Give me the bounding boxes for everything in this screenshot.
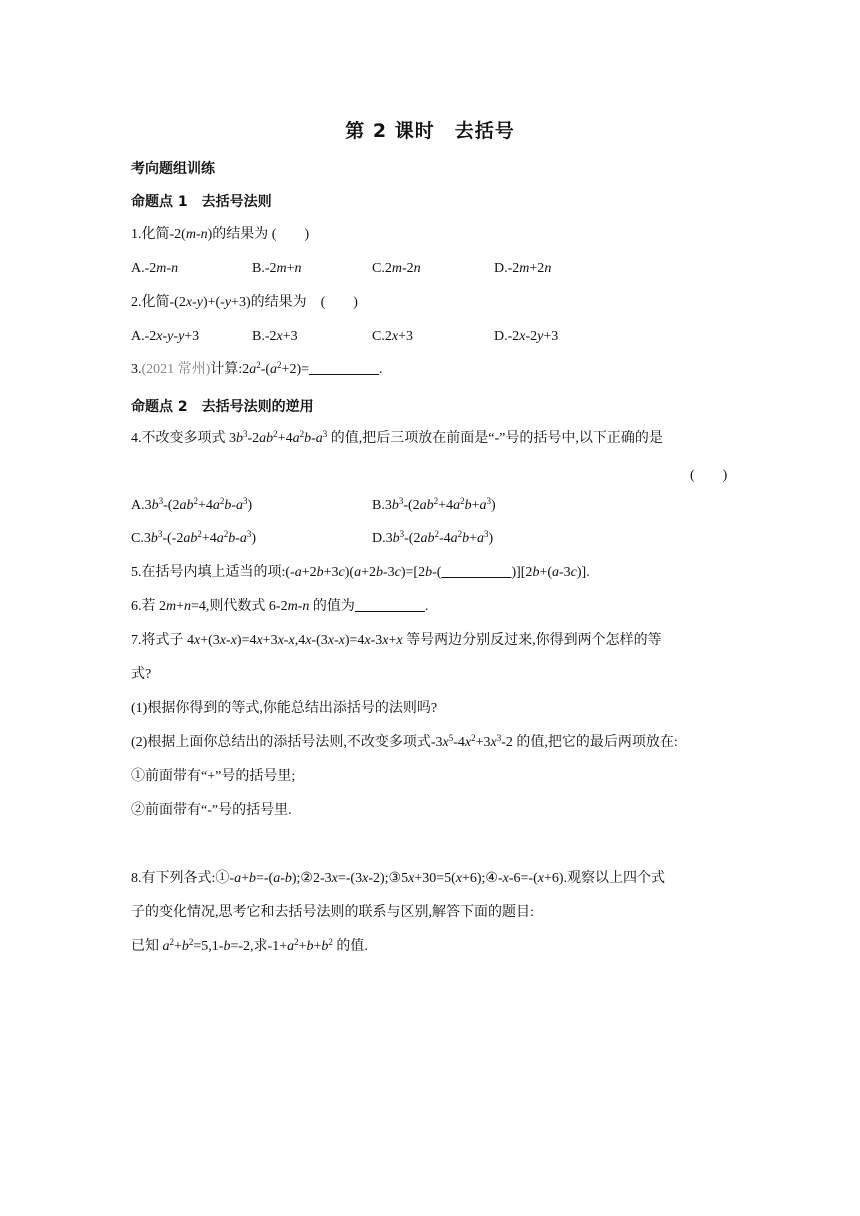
question-7-part-1: (1)根据你得到的等式,你能总结出添括号的法则吗? xyxy=(131,701,438,716)
question-8-line-3: 已知 $a^2+b^2=5,1-b=-2$,求$-1+a^2+b+b^2$ 的值. xyxy=(131,937,368,954)
question-4-option-c: $C.3b^3-(-2ab^2+4a^2b-a^3)$ xyxy=(131,529,257,546)
question-2-option-a: A.-2x-y-y+3 xyxy=(131,329,200,344)
topic-2-heading: 命题点 2 去括号法则的逆用 xyxy=(131,399,314,415)
question-2-option-b: B.-2x+3 xyxy=(252,329,298,344)
question-4-option-d: $D.3b^3-(2ab^2-4a^2b+a^3)$ xyxy=(372,529,494,546)
question-1-option-c: C.2m-2n xyxy=(372,261,421,276)
question-4-stem: 4.不改变多项式 $3b^3-2ab^2+4a^2b-a^3$ 的值,把后三项放在前面是“-”号的括号中,以下正确的是 xyxy=(131,429,663,446)
question-7-part-2: (2)根据上面你总结出的添括号法则,不改变多项式$-3x^5-4x^2+3x^3-2$ 的值,把它的最后两项放在: xyxy=(131,733,678,750)
question-4-answer-paren: ( ) xyxy=(690,468,728,483)
question-4-option-a: $A.3b^3-(2ab^2+4a^2b-a^3)$ xyxy=(131,496,253,513)
question-2-option-c: C.2x+3 xyxy=(372,329,413,344)
question-2-option-d: D.-2x-2y+3 xyxy=(494,329,559,344)
question-1-option-a: A.-2m-n xyxy=(131,261,179,276)
question-6: 6.若 2m+n=4,则代数式 6-2m-n 的值为 . xyxy=(131,599,429,614)
question-7-line-2: 式? xyxy=(131,667,152,682)
question-1-option-d: D.-2m+2n xyxy=(494,261,552,276)
page-title: 第 2 课时 去括号 xyxy=(345,120,515,142)
question-5: 5.在括号内填上适当的项:(-a+2b+3c)(a+2b-3c)=[2b-( )][2b+(a-3c)]. xyxy=(131,565,590,580)
question-1-stem: 1.化简-2(m-n)的结果为 ( ) xyxy=(131,227,310,242)
question-3-source: (2021 常州) xyxy=(141,362,211,377)
question-2-stem: 2.化简-(2x-y)+(-y+3)的结果为 ( ) xyxy=(131,295,358,310)
question-7-sub-2: ②前面带有“-”号的括号里. xyxy=(131,803,292,818)
question-4-option-b: $B.3b^3-(2ab^2+4a^2b+a^3)$ xyxy=(372,496,496,513)
question-7-sub-1: ①前面带有“+”号的括号里; xyxy=(131,769,296,784)
question-3: 3.(2021 常州)计算$:2a^2-(a^2+2)=$ . xyxy=(131,360,383,377)
section-heading: 考向题组训练 xyxy=(131,161,215,177)
question-8-line-1: 8.有下列各式:①-a+b=-(a-b);②2-3x=-(3x-2);③5x+30=5(x+6);④-x-6=-(x+6).观察以上四个式 xyxy=(131,871,666,886)
topic-1-heading: 命题点 1 去括号法则 xyxy=(131,194,272,210)
question-7-line-1: 7.将式子 4x+(3x-x)=4x+3x-x,4x-(3x-x)=4x-3x+x 等号两边分别反过来,你得到两个怎样的等 xyxy=(131,633,662,648)
question-1-option-b: B.-2m+n xyxy=(252,261,302,276)
question-8-line-2: 子的变化情况,思考它和去括号法则的联系与区别,解答下面的题目: xyxy=(131,905,534,920)
